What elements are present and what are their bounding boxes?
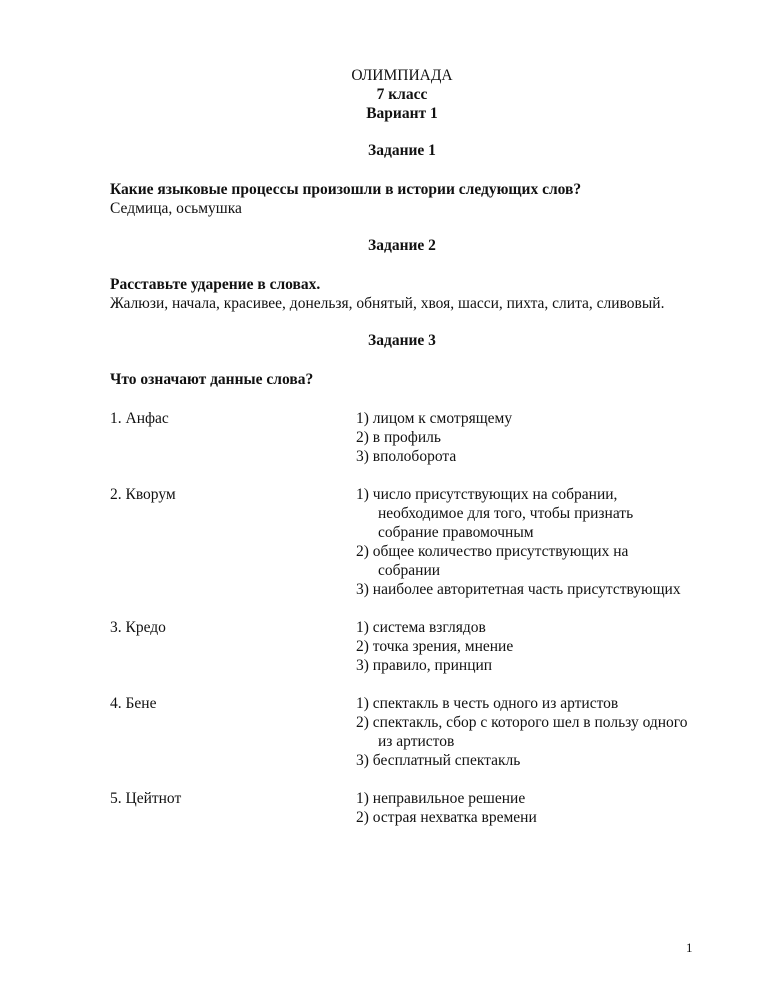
word-option: 3) наиболее авторитетная часть присутствующих <box>356 581 681 598</box>
word-term: 1. Анфас <box>110 410 169 427</box>
document-page <box>110 66 694 827</box>
word-item <box>110 789 694 827</box>
task1-heading: Задание 1 <box>368 142 436 159</box>
word-option: 1) лицом к смотрящему <box>356 410 513 427</box>
task3-heading: Задание 3 <box>368 332 436 349</box>
task2-question: Расставьте ударение в словах. <box>110 276 321 293</box>
word-term: 3. Кредо <box>110 619 166 636</box>
word-option: 2) острая нехватка времени <box>356 809 537 826</box>
grade-label: 7 класс <box>376 86 428 103</box>
variant-label: Вариант 1 <box>366 105 438 122</box>
word-options <box>356 618 694 675</box>
task3-question: Что означают данные слова? <box>110 371 314 388</box>
word-options <box>356 409 694 466</box>
word-option: 2) спектакль, сбор с которого шел в пользу одного из артистов <box>356 714 688 750</box>
word-option: 3) вполоборота <box>356 448 457 465</box>
word-option: 3) правило, принцип <box>356 657 493 674</box>
word-options <box>356 694 694 770</box>
word-option: 1) число присутствующих на собрании, необходимое для того, чтобы признать собрание правомочным <box>356 486 634 541</box>
word-term: 5. Цейтнот <box>110 790 182 807</box>
page-number: 1 <box>686 940 693 955</box>
task2-words: Жалюзи, начала, красивее, донельзя, обнятый, хвоя, шасси, пихта, слита, сливовый. <box>110 295 665 312</box>
word-options <box>356 789 694 827</box>
word-term: 4. Бене <box>110 695 157 712</box>
task2-heading: Задание 2 <box>368 237 436 254</box>
word-item <box>110 409 694 466</box>
word-option: 1) система взглядов <box>356 619 486 636</box>
olympiad-title: ОЛИМПИАДА <box>351 67 453 84</box>
word-item <box>110 618 694 675</box>
word-option: 2) в профиль <box>356 429 441 446</box>
word-option: 1) неправильное решение <box>356 790 526 807</box>
task1-words: Седмица, осьмушка <box>110 200 242 217</box>
word-item <box>110 694 694 770</box>
word-option: 2) общее количество присутствующих на собрании <box>356 543 629 579</box>
word-options <box>356 485 694 599</box>
word-option: 2) точка зрения, мнение <box>356 638 514 655</box>
word-option: 3) бесплатный спектакль <box>356 752 521 769</box>
word-option: 1) спектакль в честь одного из артистов <box>356 695 619 712</box>
task1-question: Какие языковые процессы произошли в истории следующих слов? <box>110 181 582 198</box>
word-item <box>110 485 694 599</box>
word-term: 2. Кворум <box>110 486 176 503</box>
